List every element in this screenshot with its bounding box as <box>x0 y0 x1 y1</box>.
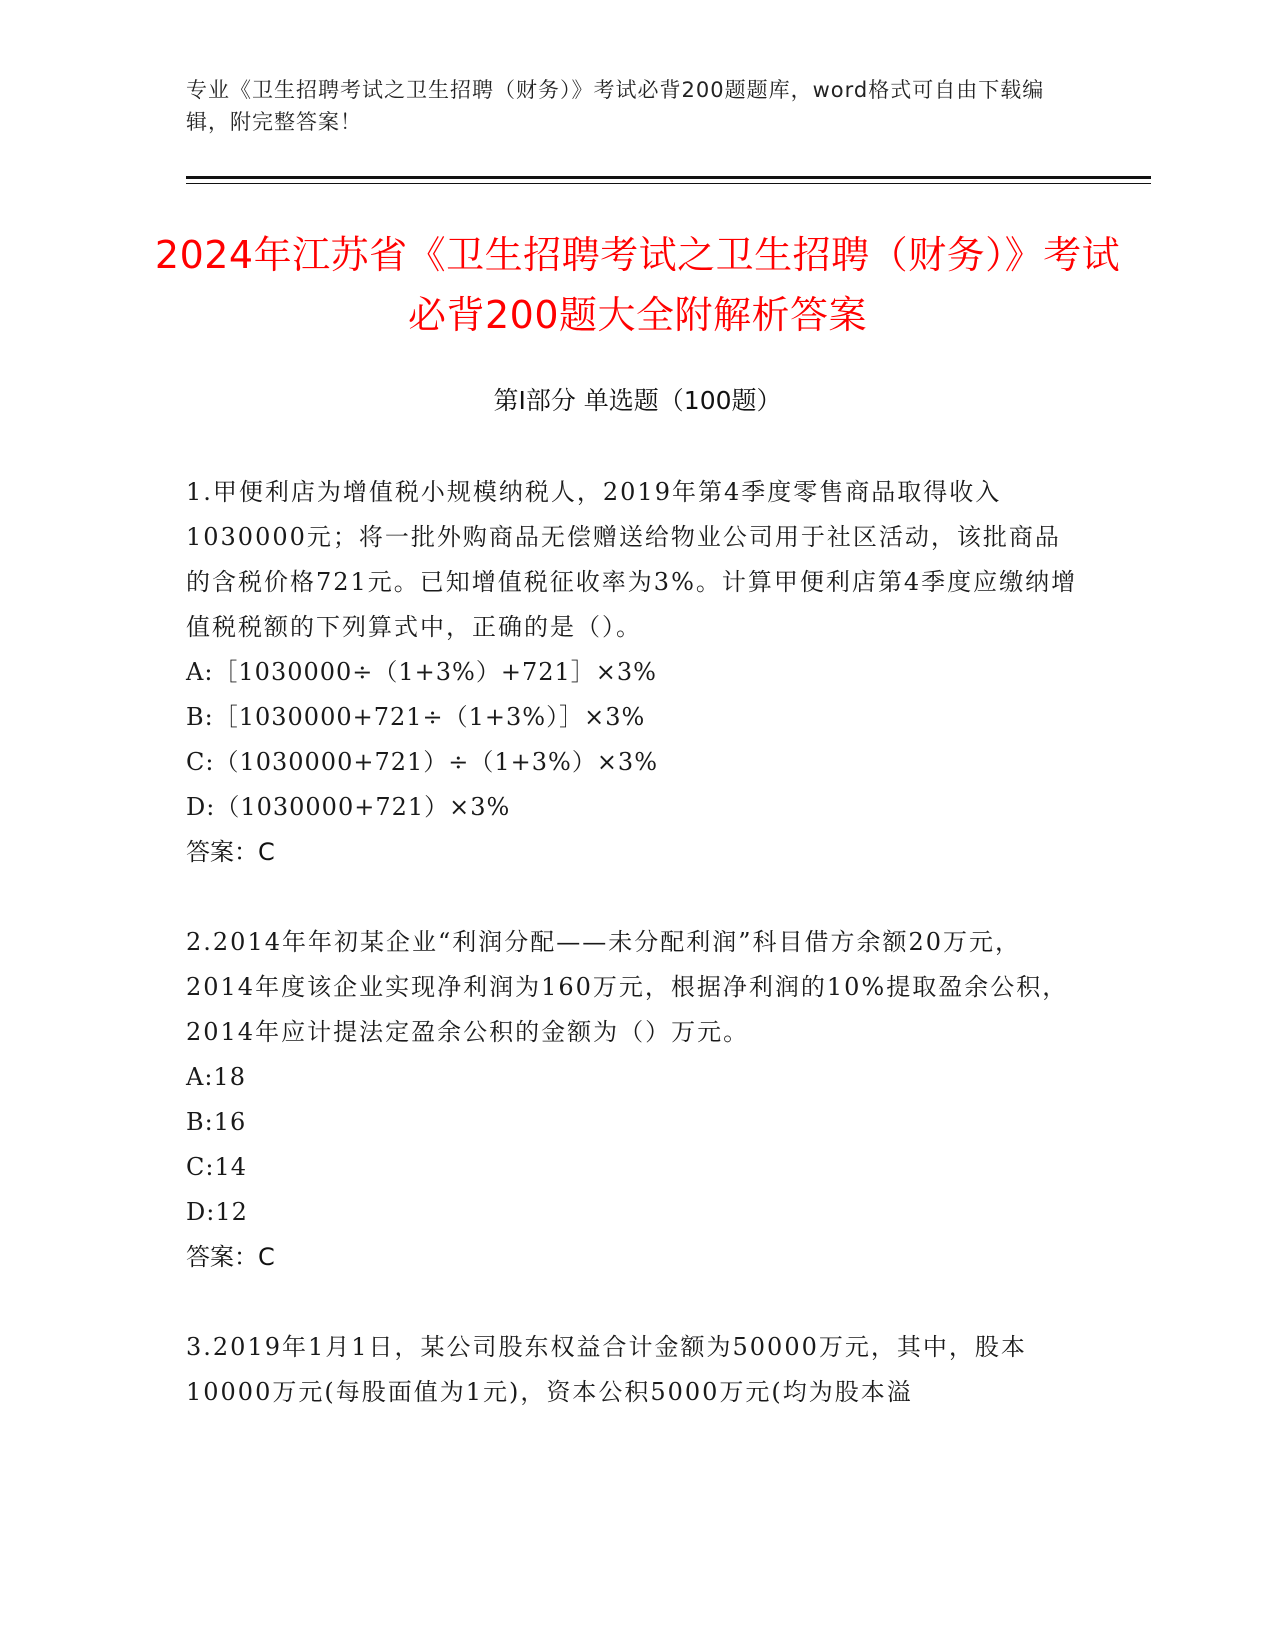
answer-line: 答案：C <box>186 1243 275 1271</box>
question-stem: 1.甲便利店为增值税小规模纳税人，2019年第4季度零售商品取得收入1030000元；将一批外购商品无偿赠送给物业公司用于社区活动，该批商品的含税价格721元。已知增值税征收率为3%。计算甲便利店第4季度应缴纳增值税税额的下列算式中，正确的是（）。 <box>186 478 1078 641</box>
option-c: C:（1030000+721）÷（1+3%）×3% <box>186 748 658 776</box>
question-3 <box>186 1325 1081 1415</box>
question-2 <box>186 920 1081 1280</box>
option-b: B:［1030000+721÷（1+3%）］×3% <box>186 703 646 731</box>
document-title: 2024年江苏省《卫生招聘考试之卫生招聘（财务）》考试必背200题大全附解析答案 <box>154 233 1121 337</box>
option-a: A:［1030000÷（1+3%）+721］×3% <box>186 658 657 686</box>
option-c: C:14 <box>186 1153 247 1181</box>
question-stem: 2.2014年年初某企业“利润分配——未分配利润”科目借方余额20万元，2014年度该企业实现净利润为160万元，根据净利润的10%提取盈余公积，2014年应计提法定盈余公积的金额为（）万元。 <box>186 928 1069 1046</box>
option-d: D:12 <box>186 1198 248 1226</box>
option-d: D:（1030000+721）×3% <box>186 793 511 821</box>
section-heading: 第I部分 单选题（100题） <box>493 386 782 415</box>
option-b: B:16 <box>186 1108 247 1136</box>
question-1 <box>186 470 1081 875</box>
question-stem: 3.2019年1月1日，某公司股东权益合计金额为50000万元，其中，股本10000万元(每股面值为1元)，资本公积5000万元(均为股本溢 <box>186 1333 1027 1406</box>
answer-line: 答案：C <box>186 838 275 866</box>
option-a: A:18 <box>186 1063 246 1091</box>
header-rule-thick <box>186 176 1151 179</box>
question-list <box>186 470 1081 1460</box>
header-rule-thin <box>186 183 1151 184</box>
header-note: 专业《卫生招聘考试之卫生招聘（财务）》考试必背200题题库，word格式可自由下载编辑，附完整答案！ <box>186 78 1045 134</box>
